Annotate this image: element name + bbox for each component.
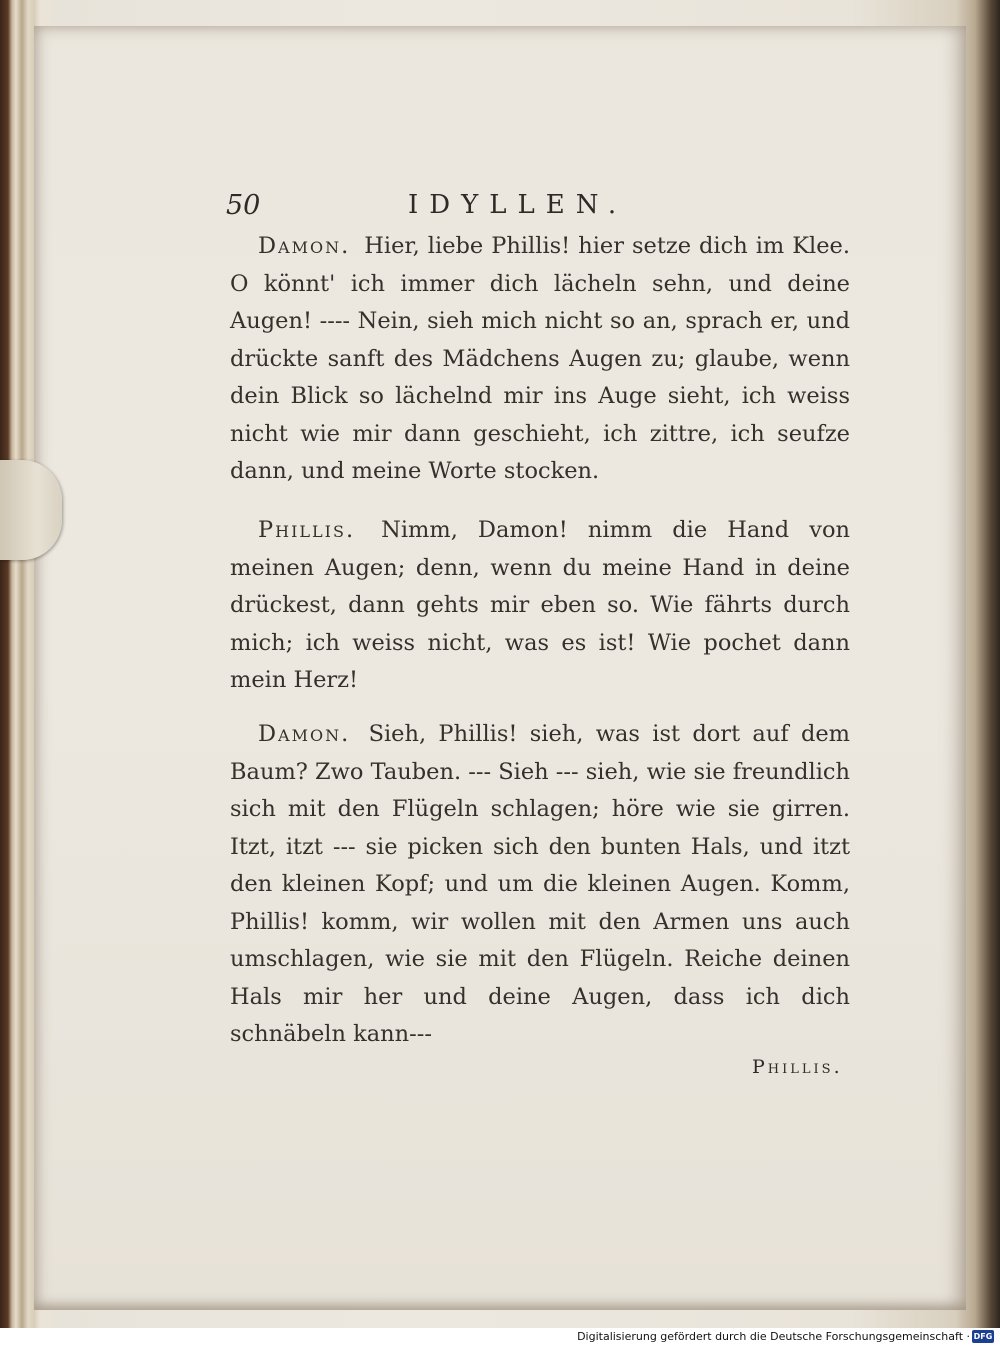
paragraph-text: Hier, liebe Phillis! hier setze dich im Klee. O könnt' ich immer dich lächeln sehn, und deine Augen! ---- Nein, sieh mich nicht so an, sprach er, und drückte sanft des Mädchens Augen zu; glaube, wenn dein Blick so lächelnd mir ins Auge sieht, ich weiss nicht wie mir dann geschieht, ich zittre, ich seufze dann, und meine Worte stocken. (230, 233, 851, 484)
dfg-logo-icon: DFG (973, 1332, 993, 1341)
page-number: 50 (226, 190, 261, 221)
speaker-name: Phillis. (258, 517, 356, 543)
funding-credit: Digitalisierung gefördert durch die Deutsche Forschungsgemeinschaft · (577, 1330, 970, 1343)
dialogue-paragraph (230, 716, 850, 1054)
running-head: IDYLLEN. (408, 190, 628, 220)
speaker-name: Damon. (258, 721, 351, 747)
catchword: Phillis. (752, 1056, 843, 1078)
paragraph-text: Sieh, Phillis! sieh, was ist dort auf dem Baum? Zwo Tauben. --- Sieh --- sieh, wie sie freundlich sich mit den Flügeln schlagen; höre wie sie girren. Itzt, itzt --- sie picken sich den bunten Hals, und itzt den kleinen Kopf; und um die kleinen Augen. Komm, Phillis! komm, wir wollen mit den Armen uns auch umschlagen, wie sie mit den Flügeln. Reiche deinen Hals mir her und deine Augen, dass ich dich schnäbeln kann--- (230, 721, 851, 1047)
paragraph-text: Nimm, Damon! nimm die Hand von meinen Augen; denn, wenn du meine Hand in deine drückest, dann gehts mir eben so. Wie fährts durch mich; ich weiss nicht, was es ist! Wie pochet dann mein Herz! (230, 517, 850, 693)
dialogue-paragraph (230, 228, 850, 491)
dialogue-paragraph (230, 512, 850, 700)
footer-strip (0, 1328, 1000, 1346)
page-header (226, 190, 662, 226)
speaker-name: Damon. (258, 233, 351, 259)
bookmark-ribbon (0, 460, 62, 560)
